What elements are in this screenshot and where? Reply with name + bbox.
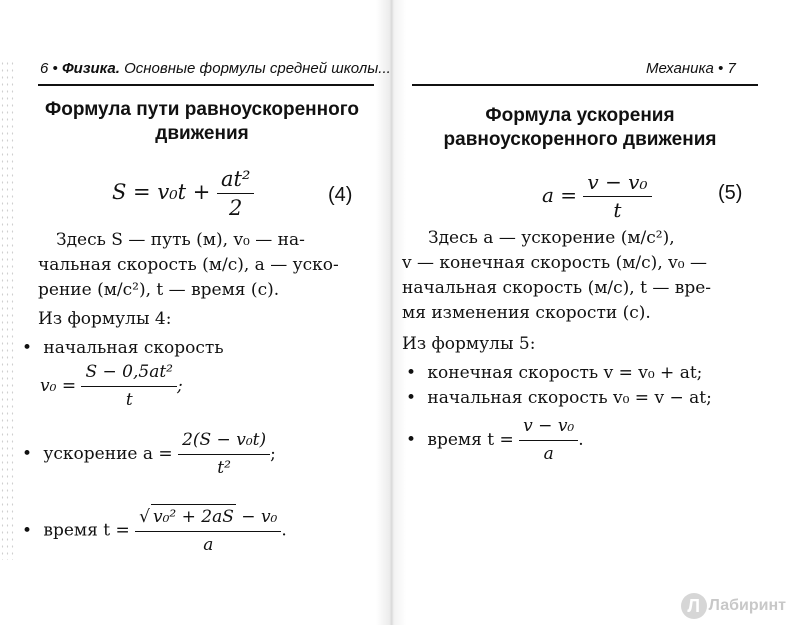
left-item-initial-speed [22,336,224,361]
right-head-rule [412,84,758,86]
left-from-formula: Из формулы 4: [38,309,172,329]
right-page [392,0,800,625]
left-section-title: Формула пути равноускоренного движения [45,99,359,144]
section-name: Механика [646,60,714,77]
page-number: 6 [40,60,49,77]
formula-4-fraction [217,166,254,221]
bullet-icon: • [406,430,417,450]
separator-bullet: • [52,60,58,77]
formula-end: . [281,520,287,541]
formula-numerator: S − 0,5at² [85,362,173,382]
book-name: Физика. [61,60,120,77]
separator-bullet: • [718,60,724,77]
right-item-time [406,414,584,467]
formula-4-numerator: at² [221,167,251,191]
item-label: время t = [43,520,130,541]
right-item-final-speed [406,361,702,386]
numerator-rest: − v₀ [235,507,278,527]
formula-5-number: (5) [718,182,743,204]
left-running-head [40,60,391,77]
formula-5 [542,170,652,223]
formula-4-number: (4) [328,184,353,206]
item-label: ускорение a = [43,444,173,464]
watermark [681,593,786,619]
formula-initial-speed [40,360,183,413]
left-item-acceleration [22,428,276,481]
right-section-title: Формула ускорения равноускоренного движения [443,105,717,150]
right-explanation-line-4: мя изменения скорости (с). [402,303,651,323]
formula-denominator: a [135,531,281,558]
page-number: 7 [727,60,736,77]
formula-end: ; [177,376,183,396]
right-from-formula: Из формулы 5: [402,334,536,354]
item-text: конечная скорость v = v₀ + at; [427,363,703,383]
left-explanation-line-1: Здесь S — путь (м), v₀ — на- [56,230,305,250]
formula-fraction [178,428,270,481]
item-text: начальная скорость v₀ = v − at; [427,388,712,408]
formula-denominator: a [519,440,578,467]
formula-numerator: 2(S − v₀t) [182,430,267,450]
bullet-icon: • [406,388,417,408]
watermark-text: Лабиринт [708,597,786,615]
bullet-icon: • [22,444,33,464]
formula-numerator: v − v₀ [523,416,575,436]
formula-4-lhs: S = v₀t + [112,180,211,204]
bullet-icon: • [406,363,417,383]
right-explanation-line-1: Здесь a — ускорение (м/с²), [428,228,675,248]
formula-end: ; [270,444,276,464]
labirint-logo-icon: Л [681,593,707,619]
left-explanation-line-2: чальная скорость (м/с), a — уско- [38,255,339,275]
formula-fraction [519,414,578,467]
bullet-icon: • [22,338,33,358]
left-item-time [22,504,287,558]
formula-4-denominator: 2 [217,193,254,221]
formula-end: . [578,430,584,450]
item-label: время t = [427,430,514,450]
formula-fraction [135,504,281,558]
right-running-head [646,60,736,77]
right-explanation-line-2: v — конечная скорость (м/с), v₀ — [402,253,707,273]
formula-numerator: √ v₀² + 2aS − v₀ [135,504,281,531]
formula-5-lhs: a = [542,183,578,207]
right-item-initial-speed [406,386,712,411]
formula-5-denominator: t [583,196,651,223]
formula-denominator: t [81,386,177,413]
left-page [0,0,392,625]
right-explanation-line-3: начальная скорость (м/с), t — вре- [402,278,712,298]
left-explanation-line-3: рение (м/с²), t — время (с). [38,280,280,300]
left-head-rule [38,84,374,86]
formula-denominator: t² [178,454,270,481]
bullet-icon: • [22,520,33,541]
formula-fraction [81,360,177,413]
book-subtitle: Основные формулы средней школы... [124,60,391,77]
formula-4 [112,166,254,221]
formula-5-numerator: v − v₀ [587,170,648,194]
formula-5-fraction [583,170,651,223]
formula-lhs: v₀ = [40,376,77,396]
item-label: начальная скорость [43,338,224,358]
sqrt-radicand: v₀² + 2aS [151,504,236,530]
